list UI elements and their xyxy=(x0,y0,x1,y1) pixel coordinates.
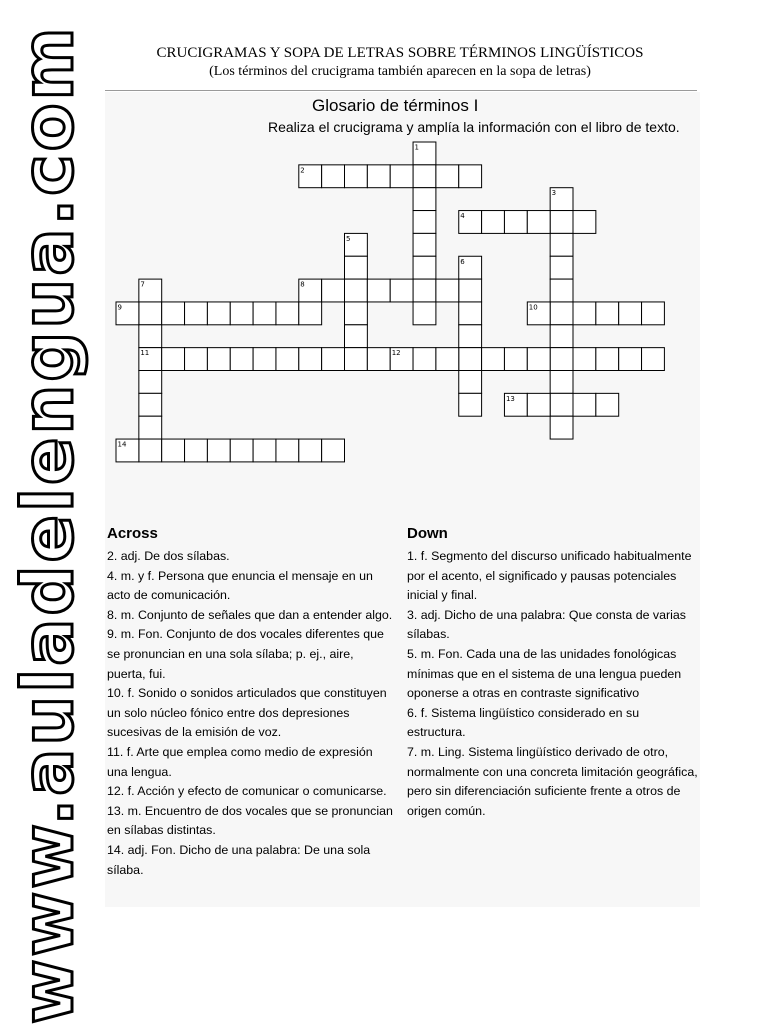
crossword-cell[interactable] xyxy=(550,279,573,302)
crossword-cell[interactable] xyxy=(596,393,619,416)
crossword-cell[interactable] xyxy=(436,348,459,371)
crossword-cell[interactable] xyxy=(322,165,345,188)
crossword-cell[interactable] xyxy=(139,371,162,394)
crossword-cell[interactable] xyxy=(139,302,162,325)
crossword-cell[interactable] xyxy=(482,211,505,234)
crossword-cell[interactable] xyxy=(345,165,368,188)
crossword-cell[interactable] xyxy=(413,165,436,188)
crossword-cell[interactable] xyxy=(436,279,459,302)
across-clue: 2. adj. De dos sílabas. xyxy=(107,549,230,563)
across-clue: 8. m. Conjunto de señales que dan a entender algo. xyxy=(107,607,393,622)
clue-number: 11 xyxy=(140,349,150,358)
down-clue: 7. m. Ling. Sistema lingüístico derivado de otro, normalmente con una concreta limitación geográfica, pero sin diferenciación suficiente frente a otros de origen común. xyxy=(407,744,698,818)
crossword-cell[interactable] xyxy=(367,279,390,302)
clue-number: 7 xyxy=(140,280,145,289)
crossword-cell[interactable] xyxy=(413,188,436,211)
clue-number: 6 xyxy=(460,257,465,266)
crossword-cell[interactable] xyxy=(185,348,208,371)
crossword-cell[interactable] xyxy=(550,393,573,416)
crossword-cell[interactable] xyxy=(642,302,665,325)
crossword-cell[interactable] xyxy=(619,302,642,325)
clue-number: 5 xyxy=(346,234,351,243)
crossword-cell[interactable] xyxy=(482,348,505,371)
crossword-cell[interactable] xyxy=(230,439,253,462)
crossword-cell[interactable] xyxy=(550,211,573,234)
down-clues xyxy=(407,525,699,821)
crossword-cell[interactable] xyxy=(390,165,413,188)
crossword-cell[interactable] xyxy=(345,256,368,279)
crossword-cell[interactable] xyxy=(413,211,436,234)
crossword-cell[interactable] xyxy=(230,302,253,325)
crossword-cell[interactable] xyxy=(162,302,185,325)
across-clue: 9. m. Fon. Conjunto de dos vocales diferentes que se pronuncian en una sola sílaba; p. ej., aire, puerta, fui. xyxy=(107,627,384,681)
across-clue: 4. m. y f. Persona que enuncia el mensaje en un acto de comunicación. xyxy=(107,568,373,603)
crossword-cell[interactable] xyxy=(299,439,322,462)
crossword-cell[interactable] xyxy=(527,211,550,234)
down-clue: 6. f. Sistema lingüístico considerado en su estructura. xyxy=(407,705,640,740)
crossword-cell[interactable] xyxy=(573,302,596,325)
crossword-cell[interactable] xyxy=(436,165,459,188)
crossword-cell[interactable] xyxy=(299,348,322,371)
crossword-cell[interactable] xyxy=(162,348,185,371)
crossword-cell[interactable] xyxy=(642,348,665,371)
crossword-cell[interactable] xyxy=(276,348,299,371)
crossword-cell[interactable] xyxy=(550,256,573,279)
down-clue: 5. m. Fon. Cada una de las unidades fonológicas mínimas que en el sistema de una lengua pueden oponerse a otras en contraste significativo xyxy=(407,646,682,701)
clue-number: 12 xyxy=(391,349,401,358)
crossword-cell[interactable] xyxy=(596,348,619,371)
crossword-cell[interactable] xyxy=(413,279,436,302)
clue-number: 8 xyxy=(300,280,305,289)
down-heading: Down xyxy=(407,525,448,542)
crossword-cell[interactable] xyxy=(139,439,162,462)
clue-number: 9 xyxy=(117,303,122,312)
across-heading: Across xyxy=(107,525,158,542)
down-clue: 1. f. Segmento del discurso unificado habitualmente por el acento, el significado y pausas potenciales inicial y final. xyxy=(407,549,692,603)
crossword-cell[interactable] xyxy=(459,371,482,394)
crossword-cell[interactable] xyxy=(253,348,276,371)
crossword-cell[interactable] xyxy=(345,279,368,302)
crossword-cell[interactable] xyxy=(322,279,345,302)
crossword-cell[interactable] xyxy=(573,211,596,234)
crossword-cell[interactable] xyxy=(207,302,230,325)
crossword-cell[interactable] xyxy=(139,325,162,348)
clue-number: 2 xyxy=(300,166,305,175)
watermark: www.auladelengua.com xyxy=(7,24,89,1024)
crossword-cell[interactable] xyxy=(413,348,436,371)
crossword-cell[interactable] xyxy=(367,165,390,188)
clue-number: 14 xyxy=(117,440,127,449)
crossword-cell[interactable] xyxy=(459,348,482,371)
crossword-cell[interactable] xyxy=(413,302,436,325)
crossword-cell[interactable] xyxy=(345,325,368,348)
crossword-cell[interactable] xyxy=(459,302,482,325)
page-title: CRUCIGRAMAS Y SOPA DE LETRAS SOBRE TÉRMINOS LINGÜÍSTICOS xyxy=(156,45,644,61)
crossword-cell[interactable] xyxy=(299,302,322,325)
across-clue: 12. f. Acción y efecto de comunicar o comunicarse. xyxy=(107,784,387,799)
crossword-cell[interactable] xyxy=(367,348,390,371)
crossword-cell[interactable] xyxy=(550,371,573,394)
page-subtitle: (Los términos del crucigrama también aparecen en la sopa de letras) xyxy=(209,64,591,79)
crossword-cell[interactable] xyxy=(459,325,482,348)
crossword-cell[interactable] xyxy=(504,211,527,234)
clue-number: 3 xyxy=(551,189,557,198)
clue-number: 13 xyxy=(505,394,515,403)
down-clue: 3. adj. Dicho de una palabra: Que consta de varias sílabas. xyxy=(407,607,686,642)
crossword-cell[interactable] xyxy=(390,279,413,302)
crossword-cell[interactable] xyxy=(459,165,482,188)
crossword-cell[interactable] xyxy=(573,393,596,416)
crossword-title: Glosario de términos I xyxy=(312,96,479,115)
crossword-cell[interactable] xyxy=(345,348,368,371)
across-clue: 13. m. Encuentro de dos vocales que se pronuncian en sílabas distintas. xyxy=(107,803,393,838)
crossword-cell[interactable] xyxy=(550,233,573,256)
crossword-cell[interactable] xyxy=(550,416,573,439)
crossword-cell[interactable] xyxy=(276,302,299,325)
crossword-cell[interactable] xyxy=(619,348,642,371)
crossword-cell[interactable] xyxy=(322,439,345,462)
crossword-cell[interactable] xyxy=(527,393,550,416)
crossword-instruction: Realiza el crucigrama y amplía la información con el libro de texto. xyxy=(268,119,680,135)
crossword-cell[interactable] xyxy=(207,348,230,371)
crossword-cell[interactable] xyxy=(504,348,527,371)
crossword-cell[interactable] xyxy=(413,233,436,256)
crossword-cell[interactable] xyxy=(459,279,482,302)
across-clue: 14. adj. Fon. Dicho de una palabra: De una sola sílaba. xyxy=(107,842,371,877)
across-clues xyxy=(107,525,395,880)
crossword-cell[interactable] xyxy=(459,393,482,416)
crossword-cell[interactable] xyxy=(253,302,276,325)
crossword-cell[interactable] xyxy=(413,256,436,279)
crossword-cell[interactable] xyxy=(185,439,208,462)
crossword-cell[interactable] xyxy=(207,439,230,462)
crossword-cell[interactable] xyxy=(573,348,596,371)
clue-number: 10 xyxy=(528,303,538,312)
crossword-cell[interactable] xyxy=(527,348,550,371)
crossword-cell[interactable] xyxy=(253,439,276,462)
crossword-cell[interactable] xyxy=(322,348,345,371)
across-clue: 11. f. Arte que emplea como medio de expresión una lengua. xyxy=(107,744,373,779)
crossword-cell[interactable] xyxy=(596,302,619,325)
crossword-cell[interactable] xyxy=(550,348,573,371)
crossword-cell[interactable] xyxy=(139,416,162,439)
clue-number: 1 xyxy=(414,143,420,152)
crossword-cell[interactable] xyxy=(162,439,185,462)
crossword-cell[interactable] xyxy=(345,302,368,325)
clue-number: 4 xyxy=(460,212,465,221)
crossword-cell[interactable] xyxy=(230,348,253,371)
crossword-cell[interactable] xyxy=(550,325,573,348)
crossword-cell[interactable] xyxy=(139,393,162,416)
across-clue: 10. f. Sonido o sonidos articulados que constituyen un solo núcleo fónico entre dos depresiones sucesivas de la emisión de voz. xyxy=(107,686,387,740)
crossword-cell[interactable] xyxy=(550,302,573,325)
crossword-cell[interactable] xyxy=(185,302,208,325)
crossword-cell[interactable] xyxy=(276,439,299,462)
